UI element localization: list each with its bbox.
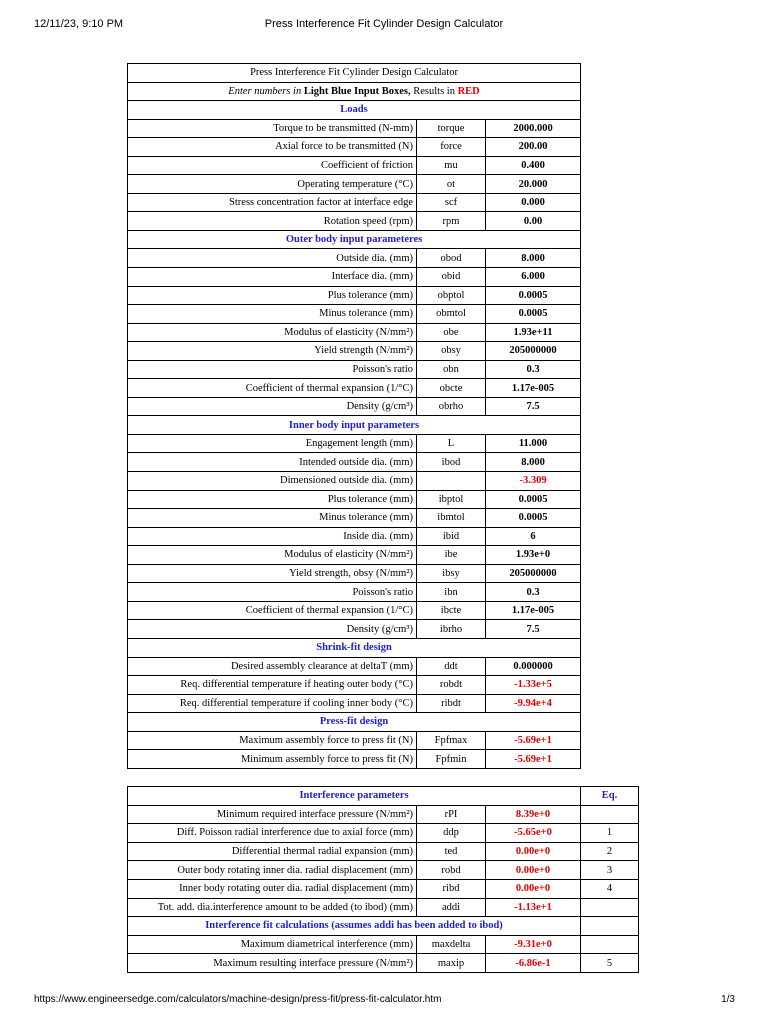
row-label: Torque to be transmitted (N-mm) xyxy=(128,119,417,138)
row-variable: obid xyxy=(417,268,486,287)
row-variable: ibsy xyxy=(417,564,486,583)
result-value: -1.33e+5 xyxy=(486,676,581,695)
section-header-inner: Inner body input parameters xyxy=(128,416,581,435)
table-row xyxy=(128,898,639,917)
row-label: Operating temperature (°C) xyxy=(128,175,417,194)
row-label: Poisson's ratio xyxy=(128,360,417,379)
row-label: Stress concentration factor at interface edge xyxy=(128,193,417,212)
table-row xyxy=(128,842,639,861)
table-row xyxy=(128,434,581,453)
eq-blank xyxy=(581,917,639,936)
row-label: Desired assembly clearance at deltaT (mm) xyxy=(128,657,417,676)
row-variable: obe xyxy=(417,323,486,342)
row-label: Req. differential temperature if heating outer body (°C) xyxy=(128,676,417,695)
result-value: -5.69e+1 xyxy=(486,731,581,750)
row-variable: L xyxy=(417,434,486,453)
table-row xyxy=(128,193,581,212)
row-label: Axial force to be transmitted (N) xyxy=(128,138,417,157)
input-value[interactable]: 0.3 xyxy=(486,360,581,379)
instr-italic: Enter numbers in xyxy=(228,85,302,97)
table-row xyxy=(128,694,581,713)
table-row xyxy=(128,472,581,491)
row-variable: ibmtol xyxy=(417,509,486,528)
result-value: -1.13e+1 xyxy=(486,898,581,917)
row-label: Inner body rotating outer dia. radial displacement (mm) xyxy=(128,879,417,898)
row-variable: ibcte xyxy=(417,601,486,620)
input-value[interactable]: 6.000 xyxy=(486,268,581,287)
input-value[interactable]: 205000000 xyxy=(486,564,581,583)
row-variable: robd xyxy=(417,861,486,880)
table-row xyxy=(128,156,581,175)
row-label: Plus tolerance (mm) xyxy=(128,286,417,305)
calculator-table xyxy=(127,63,581,769)
table-row xyxy=(128,861,639,880)
input-value[interactable]: 0.00 xyxy=(486,212,581,231)
row-label: Modulus of elasticity (N/mm²) xyxy=(128,546,417,565)
table-row xyxy=(128,379,581,398)
instructions xyxy=(128,82,581,101)
table-row xyxy=(128,805,639,824)
equation-ref xyxy=(581,898,639,917)
section-row xyxy=(128,917,639,936)
equation-ref: 3 xyxy=(581,861,639,880)
page-number: 1/3 xyxy=(721,994,735,1005)
input-value[interactable]: 11.000 xyxy=(486,434,581,453)
row-variable: obptol xyxy=(417,286,486,305)
row-variable: ribdt xyxy=(417,694,486,713)
row-variable: ibptol xyxy=(417,490,486,509)
calc-title-row xyxy=(128,64,581,83)
row-label: Density (g/cm³) xyxy=(128,397,417,416)
result-value: -9.31e+0 xyxy=(486,935,581,954)
equation-ref: 2 xyxy=(581,842,639,861)
input-value[interactable]: 1.17e-005 xyxy=(486,601,581,620)
input-value[interactable]: 0.0005 xyxy=(486,286,581,305)
table-row xyxy=(128,342,581,361)
equation-ref xyxy=(581,935,639,954)
table-row xyxy=(128,360,581,379)
section-row xyxy=(128,230,581,249)
row-variable: Fpfmax xyxy=(417,731,486,750)
table-row xyxy=(128,935,639,954)
result-value: -6.86e-1 xyxy=(486,954,581,973)
row-variable: addi xyxy=(417,898,486,917)
section-header-shrink: Shrink-fit design xyxy=(128,638,581,657)
row-label: Maximum resulting interface pressure (N/mm²) xyxy=(128,954,417,973)
result-value: 8.39e+0 xyxy=(486,805,581,824)
result-value: 0.00e+0 xyxy=(486,861,581,880)
section-row xyxy=(128,787,639,806)
row-label: Intended outside dia. (mm) xyxy=(128,453,417,472)
section-header-outer: Outer body input parameteres xyxy=(128,230,581,249)
result-value: 0.00e+0 xyxy=(486,879,581,898)
row-label: Plus tolerance (mm) xyxy=(128,490,417,509)
instr-mid: Results in xyxy=(413,85,455,97)
row-label: Differential thermal radial expansion (mm) xyxy=(128,842,417,861)
table-row xyxy=(128,490,581,509)
equation-ref: 1 xyxy=(581,824,639,843)
result-value: -5.65e+0 xyxy=(486,824,581,843)
table-row xyxy=(128,879,639,898)
print-datetime: 12/11/23, 9:10 PM xyxy=(34,18,124,30)
row-variable: ddt xyxy=(417,657,486,676)
instr-red: RED xyxy=(457,85,480,97)
eq-header: Eq. xyxy=(581,787,639,806)
row-label: Coefficient of friction xyxy=(128,156,417,175)
row-variable: obsy xyxy=(417,342,486,361)
row-variable: ibod xyxy=(417,453,486,472)
row-variable: ddp xyxy=(417,824,486,843)
row-label: Inside dia. (mm) xyxy=(128,527,417,546)
row-variable: ot xyxy=(417,175,486,194)
row-label: Yield strength (N/mm²) xyxy=(128,342,417,361)
row-label: Minus tolerance (mm) xyxy=(128,305,417,324)
table-row xyxy=(128,323,581,342)
equation-ref xyxy=(581,805,639,824)
row-label: Diff. Poisson radial interference due to axial force (mm) xyxy=(128,824,417,843)
row-label: Minimum assembly force to press fit (N) xyxy=(128,750,417,769)
table-row xyxy=(128,657,581,676)
row-variable: obod xyxy=(417,249,486,268)
table-row xyxy=(128,750,581,769)
row-variable: ibrho xyxy=(417,620,486,639)
print-title: Press Interference Fit Cylinder Design Calculator xyxy=(264,18,504,30)
row-variable: rPI xyxy=(417,805,486,824)
row-label: Density (g/cm³) xyxy=(128,620,417,639)
row-variable xyxy=(417,472,486,491)
row-variable: ted xyxy=(417,842,486,861)
row-variable: force xyxy=(417,138,486,157)
table-row xyxy=(128,268,581,287)
input-value[interactable]: 8.000 xyxy=(486,453,581,472)
table-row xyxy=(128,731,581,750)
section-header-interference: Interference parameters xyxy=(128,787,581,806)
table-row xyxy=(128,397,581,416)
table-row xyxy=(128,286,581,305)
input-value[interactable]: 0.000000 xyxy=(486,657,581,676)
input-value[interactable]: 1.93e+11 xyxy=(486,323,581,342)
section-row xyxy=(128,638,581,657)
footer-url: https://www.engineersedge.com/calculators/machine-design/press-fit/press-fit-calculator.htm xyxy=(34,994,442,1005)
row-variable: Fpfmin xyxy=(417,750,486,769)
row-label: Interface dia. (mm) xyxy=(128,268,417,287)
row-label: Coefficient of thermal expansion (1/°C) xyxy=(128,601,417,620)
input-value[interactable]: 200.00 xyxy=(486,138,581,157)
result-value: 0.00e+0 xyxy=(486,842,581,861)
table-row xyxy=(128,453,581,472)
row-variable: ibn xyxy=(417,583,486,602)
input-value[interactable]: 7.5 xyxy=(486,397,581,416)
table-row xyxy=(128,175,581,194)
row-label: Rotation speed (rpm) xyxy=(128,212,417,231)
row-variable: mu xyxy=(417,156,486,175)
row-label: Outer body rotating inner dia. radial displacement (mm) xyxy=(128,861,417,880)
row-label: Maximum diametrical interference (mm) xyxy=(128,935,417,954)
equation-ref: 5 xyxy=(581,954,639,973)
row-variable: ibid xyxy=(417,527,486,546)
input-value[interactable]: 0.0005 xyxy=(486,305,581,324)
table-row xyxy=(128,212,581,231)
input-value[interactable]: 20.000 xyxy=(486,175,581,194)
table-row xyxy=(128,583,581,602)
table-row xyxy=(128,305,581,324)
input-value[interactable]: 2000.000 xyxy=(486,119,581,138)
row-label: Poisson's ratio xyxy=(128,583,417,602)
table-row xyxy=(128,954,639,973)
table-row xyxy=(128,527,581,546)
result-value: -5.69e+1 xyxy=(486,750,581,769)
input-value[interactable]: 0.400 xyxy=(486,156,581,175)
row-label: Coefficient of thermal expansion (1/°C) xyxy=(128,379,417,398)
section-header-loads: Loads xyxy=(128,101,581,120)
interference-table xyxy=(127,786,639,973)
input-value[interactable]: 1.17e-005 xyxy=(486,379,581,398)
row-variable: robdt xyxy=(417,676,486,695)
row-label: Modulus of elasticity (N/mm²) xyxy=(128,323,417,342)
instruction-row xyxy=(128,82,581,101)
row-label: Dimensioned outside dia. (mm) xyxy=(128,472,417,491)
row-variable: obrho xyxy=(417,397,486,416)
instr-bold: Light Blue Input Boxes, xyxy=(303,85,411,97)
input-value[interactable]: 205000000 xyxy=(486,342,581,361)
row-variable: obcte xyxy=(417,379,486,398)
row-label: Outside dia. (mm) xyxy=(128,249,417,268)
table-row xyxy=(128,546,581,565)
section-row xyxy=(128,713,581,732)
input-value[interactable]: 8.000 xyxy=(486,249,581,268)
row-label: Req. differential temperature if cooling inner body (°C) xyxy=(128,694,417,713)
input-value[interactable]: 6 xyxy=(486,527,581,546)
result-value: -3.309 xyxy=(486,472,581,491)
row-variable: ibe xyxy=(417,546,486,565)
table-row xyxy=(128,676,581,695)
section-header-calcs: Interference fit calculations (assumes addi has been added to ibod) xyxy=(128,917,581,936)
row-label: Minus tolerance (mm) xyxy=(128,509,417,528)
row-label: Tot. add. dia.interference amount to be added (to ibod) (mm) xyxy=(128,898,417,917)
row-label: Maximum assembly force to press fit (N) xyxy=(128,731,417,750)
table-row xyxy=(128,601,581,620)
equation-ref: 4 xyxy=(581,879,639,898)
table-row xyxy=(128,249,581,268)
input-value[interactable]: 0.3 xyxy=(486,583,581,602)
input-value[interactable]: 7.5 xyxy=(486,620,581,639)
section-row xyxy=(128,416,581,435)
row-variable: torque xyxy=(417,119,486,138)
row-label: Engagement length (mm) xyxy=(128,434,417,453)
input-value[interactable]: 1.93e+0 xyxy=(486,546,581,565)
section-header-press: Press-fit design xyxy=(128,713,581,732)
row-label: Yield strength, obsy (N/mm²) xyxy=(128,564,417,583)
row-variable: scf xyxy=(417,193,486,212)
row-label: Minimum required interface pressure (N/mm²) xyxy=(128,805,417,824)
input-value[interactable]: 0.0005 xyxy=(486,509,581,528)
row-variable: rpm xyxy=(417,212,486,231)
table-row xyxy=(128,119,581,138)
row-variable: obn xyxy=(417,360,486,379)
input-value[interactable]: 0.000 xyxy=(486,193,581,212)
row-variable: maxip xyxy=(417,954,486,973)
row-variable: maxdelta xyxy=(417,935,486,954)
calc-title: Press Interference Fit Cylinder Design Calculator xyxy=(128,64,581,83)
table-row xyxy=(128,564,581,583)
table-row xyxy=(128,509,581,528)
input-value[interactable]: 0.0005 xyxy=(486,490,581,509)
row-variable: ribd xyxy=(417,879,486,898)
table-row xyxy=(128,620,581,639)
section-row xyxy=(128,101,581,120)
row-variable: obmtol xyxy=(417,305,486,324)
result-value: -9.94e+4 xyxy=(486,694,581,713)
table-row xyxy=(128,824,639,843)
table-row xyxy=(128,138,581,157)
